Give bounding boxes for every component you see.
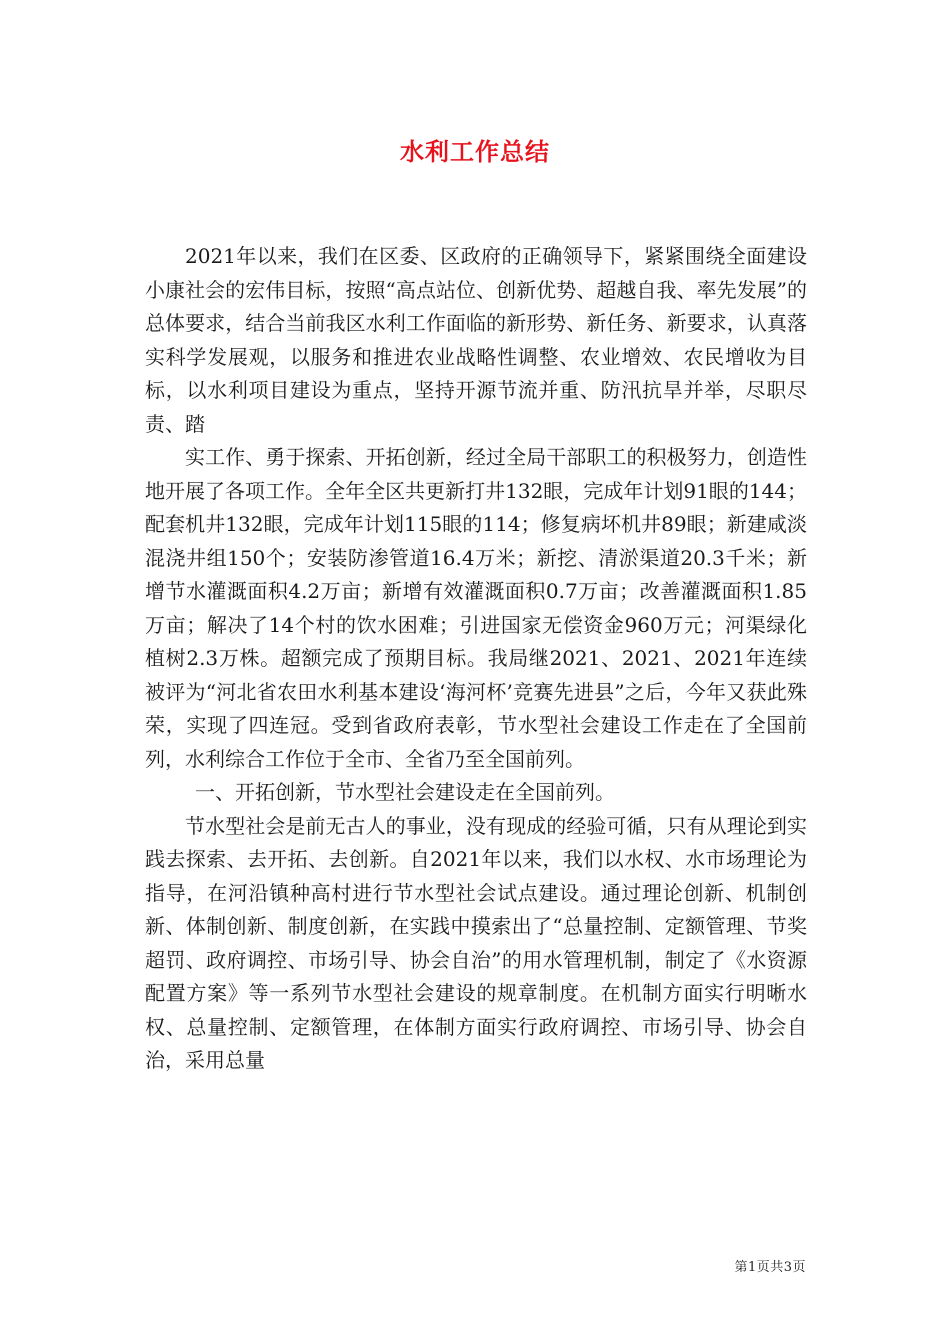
paragraph-section-1: 节水型社会是前无古人的事业，没有现成的经验可循，只有从理论到实践去探索、去开拓、去创新。自2021年以来，我们以水权、水市场理论为指导，在河沿镇种高村进行节水型社会试点建设。通过理论创新、机制创新、体制创新、制度创新，在实践中摸索出了“总量控制、定额管理、节奖超罚、政府调控、市场引导、协会自治”的用水管理机制，制定了《水资源配置方案》等一系列节水型社会建设的规章制度。在机制方面实行明晰水权、总量控制、定额管理，在体制方面实行政府调控、市场引导、协会自治，采用总量 [145, 813, 807, 1072]
paragraph-achievements: 实工作、勇于探索、开拓创新，经过全局干部职工的积极努力，创造性地开展了各项工作。全年全区共更新打井132眼，完成年计划91眼的144；配套机井132眼，完成年计划115眼的114；修复病坏机井89眼；新建咸淡混浇井组150个；安装防渗管道16.4万米；新挖、清淤渠道20.3千米；新增节水灌溉面积4.2万亩；新增有效灌溉面积0.7万亩；改善灌溉面积1.85万亩；解决了14个村的饮水困难；引进国家无偿资金960万元；河渠绿化植树2.3万株。超额完成了预期目标。我局继2021、2021、2021年连续被评为“河北省农田水利基本建设‘海河杯’竞赛先进县”之后，今年又获此殊荣，实现了四连冠。受到省政府表彰，节水型社会建设工作走在了全国前列，水利综合工作位于全市、全省乃至全国前列。 [145, 445, 807, 771]
document-body [145, 240, 807, 1078]
paragraph-intro: 2021年以来，我们在区委、区政府的正确领导下，紧紧围绕全面建设小康社会的宏伟目标，按照“高点站位、创新优势、超越自我、率先发展”的总体要求，结合当前我区水利工作面临的新形势、新任务、新要求，认真落实科学发展观，以服务和推进农业战略性调整、农业增效、农民增收为目标，以水利项目建设为重点，坚持开源节流并重、防汛抗旱并举，尽职尽责、踏 [145, 244, 807, 436]
document-title: 水利工作总结 [400, 138, 550, 166]
section-heading-1: 一、开拓创新，节水型社会建设走在全国前列。 [195, 780, 615, 804]
page-number-footer: 第1页共3页 [734, 1260, 806, 1275]
